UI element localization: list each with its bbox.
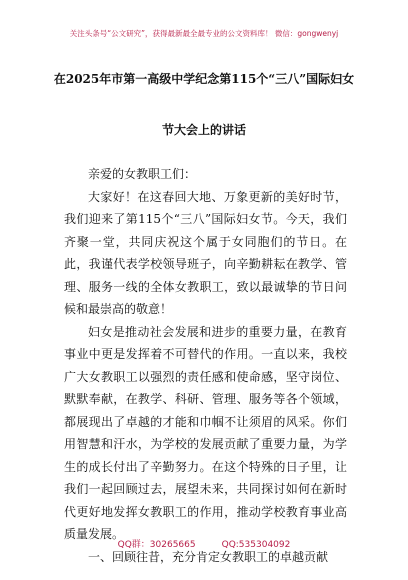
footer (0, 537, 408, 550)
header-banner: 关注头条号“公文研究”，获得最新最全最专业的公文资料库！ 微信：gongwenyj (69, 29, 339, 38)
paragraph-2: 妇女是推动社会发展和进步的重要力量，在教育事业中更是发挥着不可替代的作用。一直以来，我校广大女教职工以强烈的责任感和使命感，坚守岗位、默默奉献，在教学、科研、管理、服务等各个领域，都展现出了卓越的才能和巾帼不让须眉的风采。你们用智慧和汗水，为学校的发展贡献了重要力量，为学生的成长付出了辛勤努力。在这个特殊的日子里，让我们一起回顾过去，展望未来，共同探讨如何在新时代更好地发挥女教职工的作用，推动学校教育事业高质量发展。 (64, 324, 347, 541)
paragraph-1: 大家好！在这春回大地、万象更新的美好时节，我们迎来了第115个“三八”国际妇女节。今天，我们齐聚一堂，共同庆祝这个属于女同胞们的节日。在此，我谨代表学校领导班子，向辛勤耕耘在教学、管理、服务一线的全体女教职工，致以最诚挚的节日问候和最崇高的敬意！ (64, 189, 347, 316)
footer-qq: QQ:535304092 (221, 540, 291, 550)
footer-qq-group: QQ群：30265665 (117, 540, 196, 550)
document-title-line-2: 节大会上的讲话 (161, 123, 246, 137)
document-title-line-1: 在2025年市第一高级中学纪念第115个“三八”国际妇女 (53, 72, 355, 86)
salutation: 亲爱的女教职工们： (88, 167, 197, 181)
section-heading-1: 一、回顾往昔，充分肯定女教职工的卓越贡献 (88, 549, 329, 564)
document-body (64, 163, 347, 568)
